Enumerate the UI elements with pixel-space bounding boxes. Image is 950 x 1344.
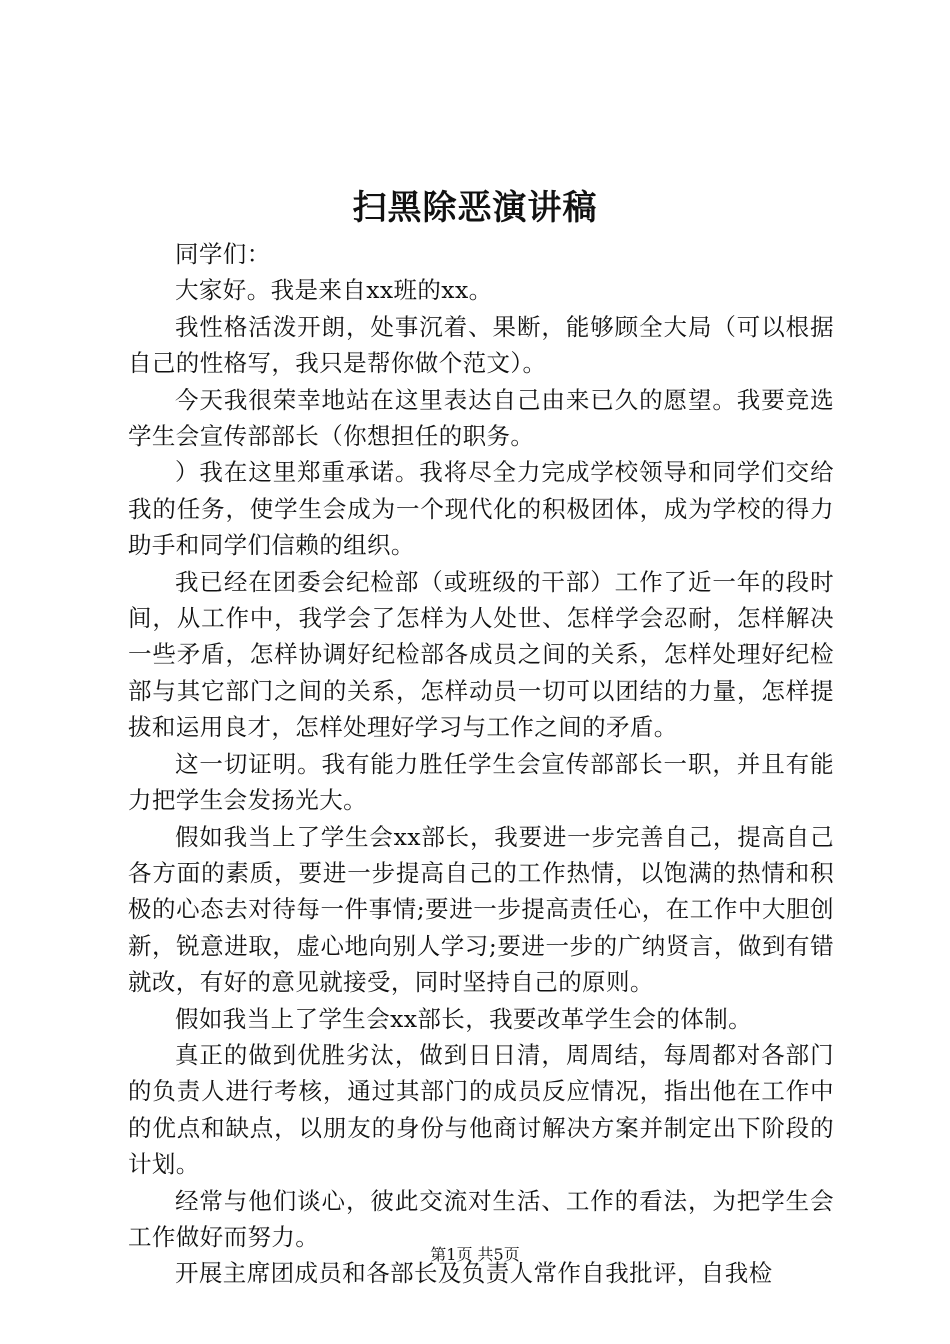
document-title: 扫黑除恶演讲稿 [352, 188, 598, 228]
paragraph: 真正的做到优胜劣汰，做到日日清，周周结，每周都对各部门的负责人进行考核，通过其部门的成员反应情况，指出他在工作中的优点和缺点，以朋友的身份与他商讨解决方案并制定出下阶段的计划。 [128, 1040, 834, 1179]
paragraph: 同学们： [175, 240, 271, 268]
document-body [128, 236, 834, 1292]
paragraph: 我已经在团委会纪检部（或班级的干部）工作了近一年的段时间，从工作中，我学会了怎样为人处世、怎样学会忍耐，怎样解决一些矛盾，怎样协调好纪检部各成员之间的关系，怎样处理好纪检部与其它部门之间的关系，怎样动员一切可以团结的力量，怎样提拔和运用良才，怎样处理好学习与工作之间的矛盾。 [128, 567, 834, 742]
paragraph: 开展主席团成员和各部长及负责人常作自我批评，自我检 [175, 1259, 773, 1288]
paragraph: 经常与他们谈心，彼此交流对生活、工作的看法，为把学生会工作做好而努力。 [128, 1186, 834, 1251]
paragraph: 假如我当上了学生会xx部长，我要进一步完善自己，提高自己各方面的素质，要进一步提高自己的工作热情，以饱满的热情和积极的心态去对待每一件事情;要进一步提高责任心，在工作中大胆创新，锐意进取，虚心地向别人学习;要进一步的广纳贤言，做到有错就改，有好的意见就接受，同时坚持自己的原则。 [128, 822, 834, 997]
paragraph: ）我在这里郑重承诺。我将尽全力完成学校领导和同学们交给我的任务，使学生会成为一个现代化的积极团体，成为学校的得力助手和同学们信赖的组织。 [128, 458, 834, 560]
paragraph: 我性格活泼开朗，处事沉着、果断，能够顾全大局（可以根据自己的性格写，我只是帮你做个范文）。 [128, 312, 834, 378]
page-number-footer: 第1页 共5页 [430, 1245, 520, 1264]
paragraph: 这一切证明。我有能力胜任学生会宣传部部长一职，并且有能力把学生会发扬光大。 [128, 749, 834, 815]
paragraph: 今天我很荣幸地站在这里表达自己由来已久的愿望。我要竞选学生会宣传部部长（你想担任的职务。 [128, 385, 834, 451]
paragraph: 假如我当上了学生会xx部长，我要改革学生会的体制。 [175, 1004, 753, 1033]
paragraph: 大家好。我是来自xx班的xx。 [175, 276, 493, 305]
